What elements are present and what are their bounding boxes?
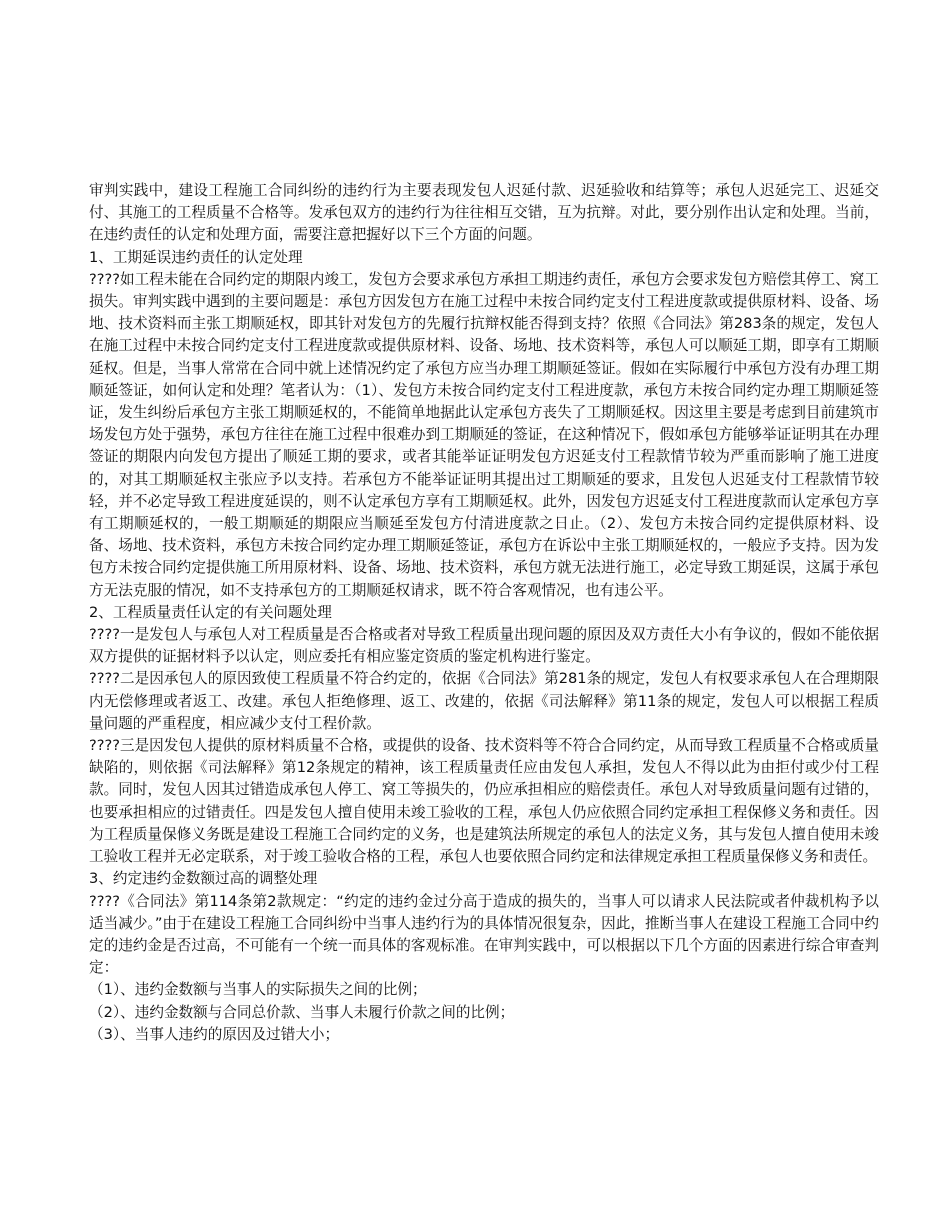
list-item: （1）、违约金数额与当事人的实际损失之间的比例； — [89, 981, 427, 999]
list-item: （2）、违约金数额与合同总价款、当事人未履行价款之间的比例； — [89, 1003, 515, 1021]
quality-paragraph-2: ????二是因承包人的原因致使工程质量不符合约定的，依据《合同法》第281条的规定，发包人有权要求承包人在合理期限内无偿修理或者返工、改建。承包人拒绝修理、返工、改建的，依据《司法解释》第11条的规定，发包人可以根据工程质量问题的严重程度，相应减少支付工程价款。 — [89, 670, 879, 732]
list-item: （3）、当事人违约的原因及过错大小； — [89, 1025, 340, 1043]
penalty-paragraph: ????《合同法》第114条第2款规定：“约定的违约金过分高于造成的损失的，当事人可以请求人民法院或者仲裁机构予以适当减少。”由于在建设工程施工合同纠纷中当事人违约行为的具体情况很复杂，因此，推断当事人在建设工程施工合同中约定的违约金是否过高，不可能有一个统一而具体的客观标准。在审判实践中，可以根据以下几个方面的因素进行综合审查判定： — [89, 892, 879, 977]
quality-paragraph-3: ????三是因发包人提供的原材料质量不合格，或提供的设备、技术资料等不符合合同约定，从而导致工程质量不合格或质量缺陷的，则依据《司法解释》第12条规定的精神，该工程质量责任应由发包人承担，发包人不得以此为由拒付或少付工程款。同时，发包人因其过错造成承包人停工、窝工等损失的，仍应承担相应的赔偿责任。承包人对导致质量问题有过错的，也要承担相应的过错责任。四是发包人擅自使用未竣工验收的工程，承包人仍应依照合同约定承担工程保修义务和责任。因为工程质量保修义务既是建设工程施工合同约定的义务，也是建筑法所规定的承包人的法定义务，其与发包人擅自使用未竣工验收工程并无必定联系，对于竣工验收合格的工程，承包人也要依照合同约定和法律规定承担工程质量保修义务和责任。 — [89, 737, 879, 866]
section-heading-penalty: 3、约定违约金数额过高的调整处理 — [89, 870, 318, 888]
document-body — [89, 180, 879, 1046]
intro-paragraph: 审判实践中，建设工程施工合同纠纷的违约行为主要表现发包人迟延付款、迟延验收和结算等；承包人迟延完工、迟延交付、其施工的工程质量不合格等。发承包双方的违约行为往往相互交错，互为抗辩。对此，要分别作出认定和处理。当前，在违约责任的认定和处理方面，需要注意把握好以下三个方面的问题。 — [89, 182, 879, 244]
section-heading-delay: 1、工期延误违约责任的认定处理 — [89, 248, 303, 266]
quality-paragraph-1: ????一是发包人与承包人对工程质量是否合格或者对导致工程质量出现问题的原因及双方责任大小有争议的，假如不能依据双方提供的证据材料予以认定，则应委托有相应鉴定资质的鉴定机构进行鉴定。 — [89, 626, 879, 666]
section-heading-quality: 2、工程质量责任认定的有关问题处理 — [89, 603, 332, 621]
delay-paragraph: ????如工程未能在合同约定的期限内竣工，发包方会要求承包方承担工期违约责任，承包方会要求发包方赔偿其停工、窝工损失。审判实践中遇到的主要问题是：承包方因发包方在施工过程中未按合同约定支付工程进度款或提供原材料、设备、场地、技术资料而主张工期顺延权，即其针对发包方的先履行抗辩权能否得到支持？依照《合同法》第283条的规定，发包人在施工过程中未按合同约定支付工程进度款或提供原材料、设备、场地、技术资料等，承包人可以顺延工期，即享有工期顺延权。但是，当事人常常在合同中就上述情况约定了承包方应当办理工期顺延签证。假如在实际履行中承包方没有办理工期顺延签证，如何认定和处理？笔者认为：（1）、发包方未按合同约定支付工程进度款，承包方未按合同约定办理工期顺延签证，发生纠纷后承包方主张工期顺延权的，不能简单地据此认定承包方丧失了工期顺延权。因这里主要是考虑到目前建筑市场发包方处于强势，承包方往往在施工过程中很难办到工期顺延的签证，在这种情况下，假如承包方能够举证证明其在办理签证的期限内向发包方提出了顺延工期的要求，或者其能举证证明发包方迟延支付工程款情节较为严重而影响了施工进度的，对其工期顺延权主张应予以支持。若承包方不能举证证明其提出过工期顺延的要求，且发包人迟延支付工程款情节较轻，并不必定导致工程进度延误的，则不认定承包方享有工期顺延权。此外，因发包方迟延支付工程进度款而认定承包方享有工期顺延权的，一般工期顺延的期限应当顺延至发包方付清进度款之日止。（2）、发包方未按合同约定提供原材料、设备、场地、技术资料，承包方未按合同约定办理工期顺延签证，承包方在诉讼中主张工期顺延权的，一般应予支持。因为发包方未按合同约定提供施工所用原材料、设备、场地、技术资料，承包方就无法进行施工，必定导致工期延误，这属于承包方无法克服的情况，如不支持承包方的工期顺延权请求，既不符合客观情况，也有违公平。 — [89, 270, 879, 599]
